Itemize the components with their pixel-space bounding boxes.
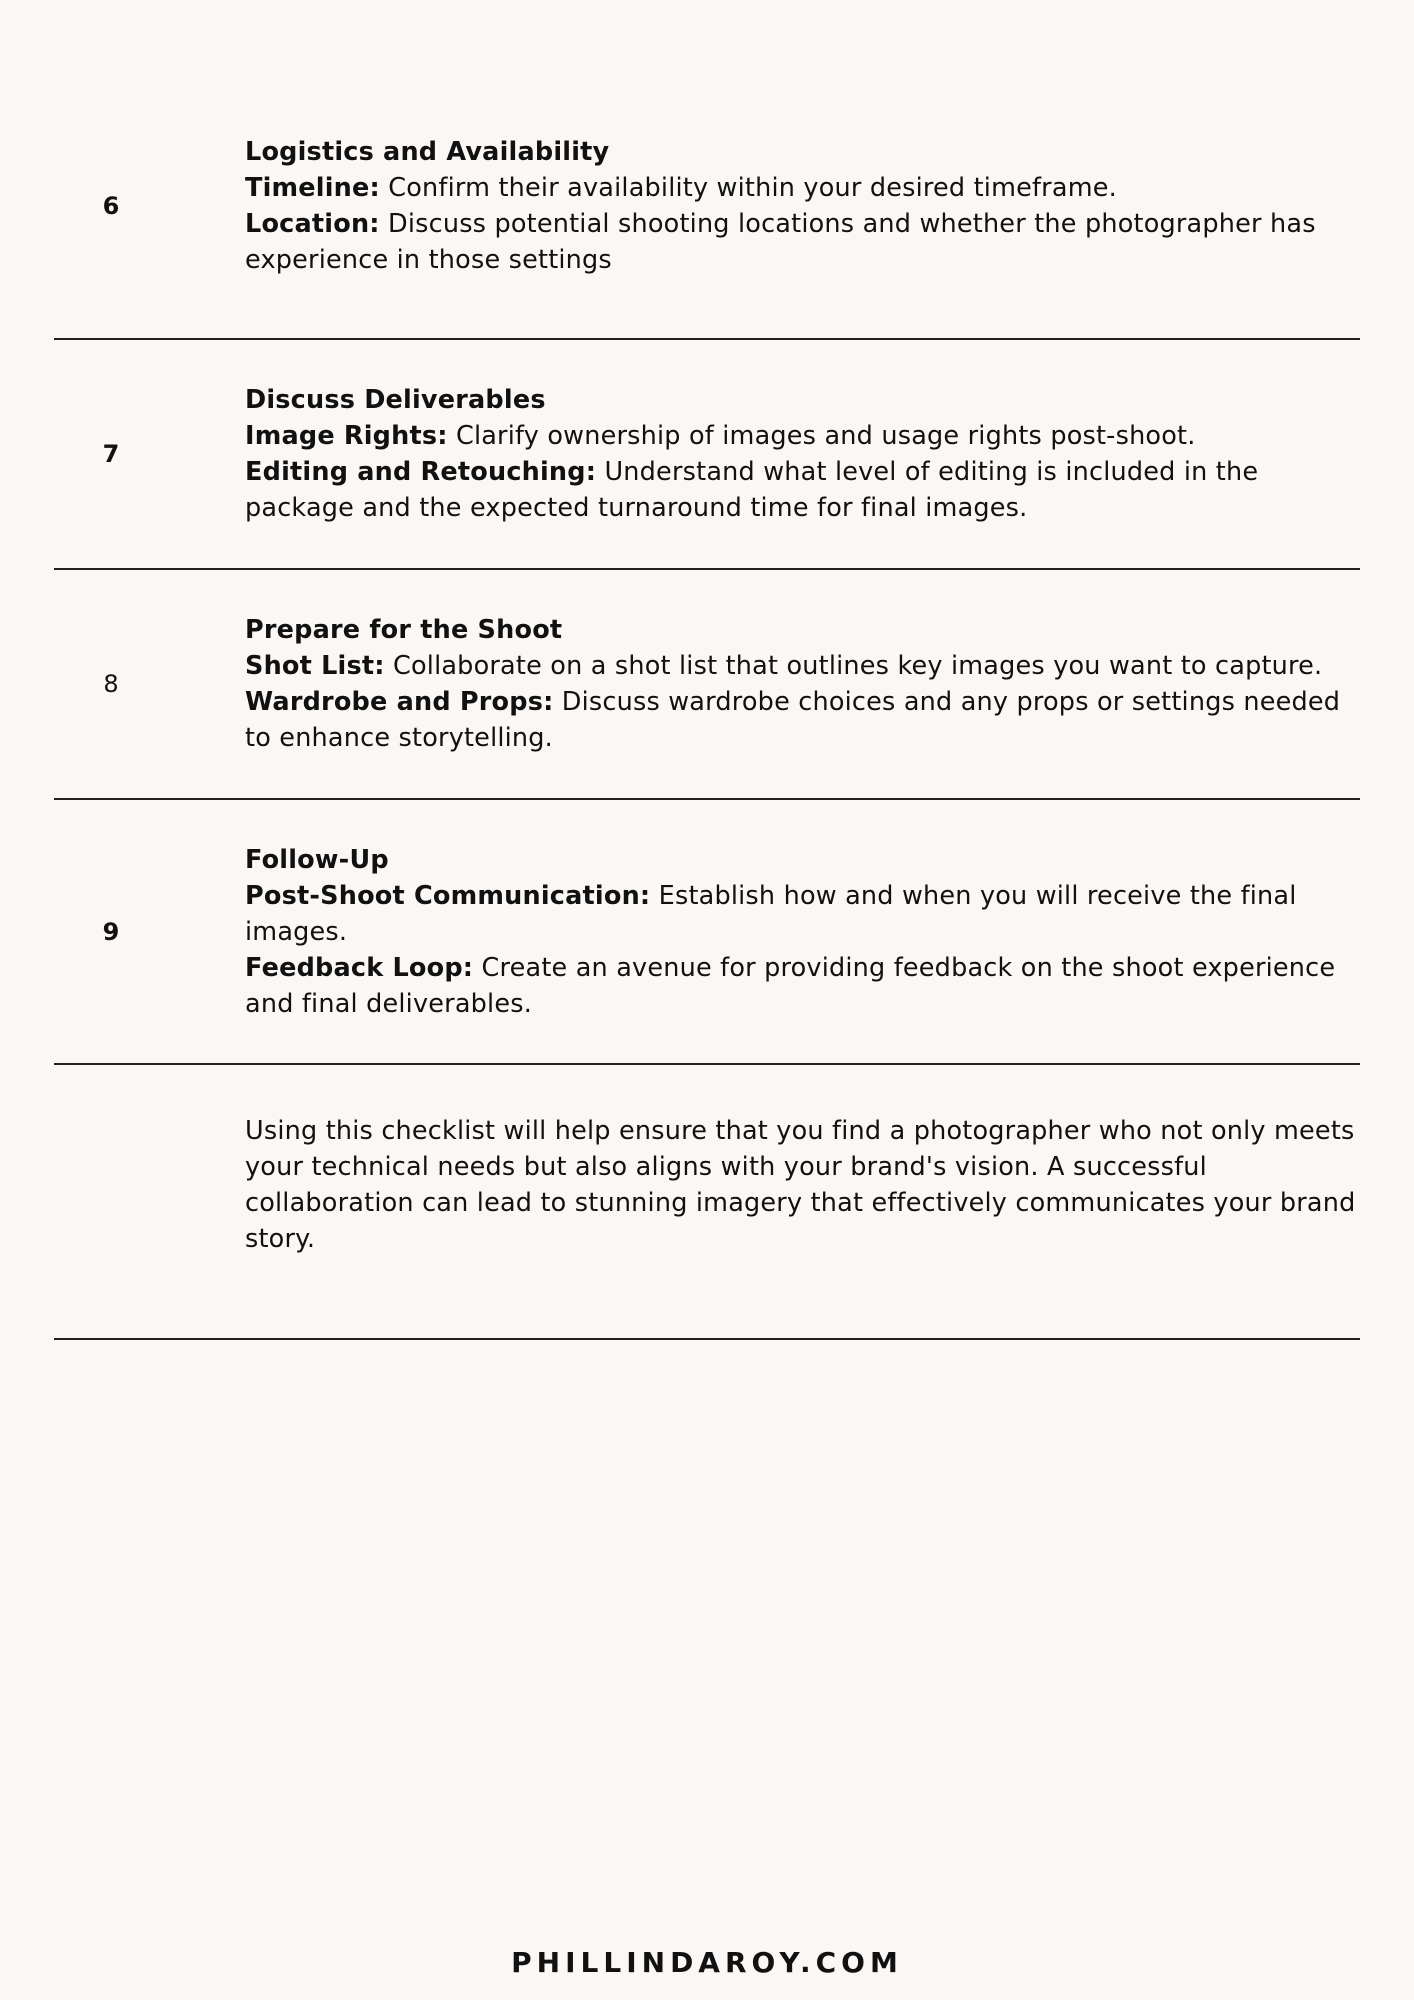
item-text: Create an avenue for providing feedback on the shoot experience and final deliverables. xyxy=(245,952,1336,1019)
checklist-row xyxy=(54,0,1360,340)
checklist-item xyxy=(245,454,1360,526)
row-content xyxy=(245,382,1360,526)
row-number: 9 xyxy=(102,917,120,946)
item-text: Discuss wardrobe choices and any props or settings needed to enhance storytelling. xyxy=(245,687,1341,753)
checklist-item xyxy=(245,206,1360,278)
item-label: Wardrobe and Props: xyxy=(245,687,554,717)
checklist-item xyxy=(245,170,1360,206)
checklist-item xyxy=(245,684,1360,756)
item-label: Timeline: xyxy=(245,173,380,203)
checklist-item xyxy=(245,950,1360,1022)
item-label: Image Rights: xyxy=(245,421,448,451)
section-heading: Follow-Up xyxy=(245,844,389,875)
item-text: Collaborate on a shot list that outlines key images you want to capture. xyxy=(384,651,1323,681)
row-content xyxy=(245,1113,1360,1257)
row-number: 8 xyxy=(103,670,119,698)
checklist-table xyxy=(54,0,1360,1340)
row-content xyxy=(245,134,1360,278)
checklist-row xyxy=(54,340,1360,570)
checklist-row xyxy=(54,800,1360,1065)
item-text: Clarify ownership of images and usage rights post-shoot. xyxy=(447,421,1196,451)
item-label: Shot List: xyxy=(245,651,385,681)
item-label: Editing and Retouching: xyxy=(245,457,597,487)
row-number: 7 xyxy=(102,440,120,468)
item-text: Discuss potential shooting locations and whether the photographer has experience in those settings xyxy=(245,209,1316,275)
closing-row xyxy=(54,1065,1360,1340)
checklist-item xyxy=(245,648,1360,684)
item-text: Confirm their availability within your desired timeframe. xyxy=(379,173,1117,203)
footer-website: PHILLINDAROY.COM xyxy=(511,1946,903,1979)
row-content xyxy=(245,612,1360,756)
section-heading: Prepare for the Shoot xyxy=(245,615,563,645)
row-content xyxy=(245,842,1360,1022)
item-label: Feedback Loop: xyxy=(245,952,474,983)
item-label: Location: xyxy=(245,209,380,239)
section-heading: Discuss Deliverables xyxy=(245,385,546,415)
row-number: 6 xyxy=(102,192,120,220)
item-text: Understand what level of editing is included in the package and the expected turnaround time for final images. xyxy=(245,457,1259,523)
section-heading: Logistics and Availability xyxy=(245,137,610,167)
checklist-item xyxy=(245,418,1360,454)
closing-paragraph: Using this checklist will help ensure that you find a photographer who not only meets your technical needs but also aligns with your brand's vision. A successful collaboration can lead to stunning imagery that effectively communicates your brand story. xyxy=(245,1116,1356,1254)
checklist-row xyxy=(54,570,1360,800)
checklist-item xyxy=(245,878,1360,950)
item-label: Post-Shoot Communication: xyxy=(245,880,651,911)
item-text: Establish how and when you will receive the final images. xyxy=(245,880,1297,947)
